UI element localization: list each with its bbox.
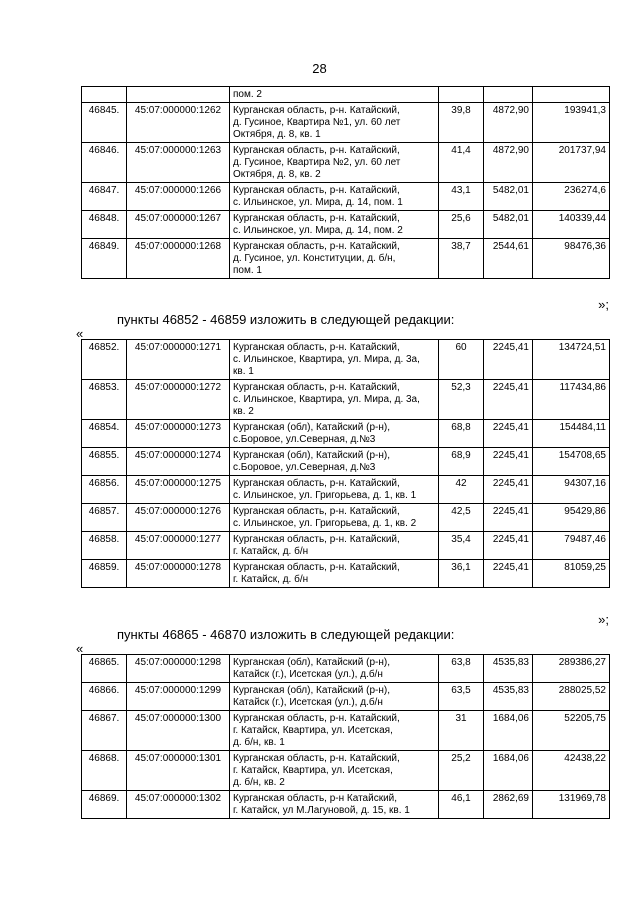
page-number: 28 <box>312 61 327 76</box>
amendment-heading-1: пункты 46852 - 46859 изложить в следующей редакции: <box>117 312 455 327</box>
total-value-cell: 131969,78 <box>533 791 610 819</box>
unit-value-cell: 2245,41 <box>484 504 533 532</box>
total-value-cell: 236274,6 <box>533 183 610 211</box>
address-cell <box>230 183 439 211</box>
area-cell: 41,4 <box>439 143 484 183</box>
cadastral-number-cell: 45:07:000000:1298 <box>127 655 230 683</box>
cadastral-number-cell: 45:07:000000:1302 <box>127 791 230 819</box>
address-cell <box>230 87 439 103</box>
total-value-cell: 154484,11 <box>533 420 610 448</box>
address-line: Курганская область, р-н. Катайский, <box>233 713 400 724</box>
address-cell <box>230 504 439 532</box>
address-line: Курганская область, р-н. Катайский, <box>233 562 400 573</box>
unit-value-cell: 4535,83 <box>484 655 533 683</box>
address-line: г. Катайск, д. б/н <box>233 574 309 585</box>
property-table-2 <box>81 339 610 588</box>
total-value-cell: 52205,75 <box>533 711 610 751</box>
row-number-cell: 46845. <box>82 103 127 143</box>
closing-quote-1: »; <box>598 297 609 312</box>
cadastral-number-cell <box>127 87 230 103</box>
address-line: г. Катайск, Квартира, ул. Исетская, <box>233 725 393 736</box>
address-line: Катайск (г.), Исетская (ул.), д.б/н <box>233 697 383 708</box>
address-line: Курганская область, р-н. Катайский, <box>233 213 400 224</box>
unit-value-cell: 5482,01 <box>484 183 533 211</box>
opening-quote-1: « <box>76 326 84 341</box>
table-row <box>82 103 610 143</box>
cadastral-number-cell: 45:07:000000:1262 <box>127 103 230 143</box>
address-line: г. Катайск, ул М.Лагуновой, д. 15, кв. 1 <box>233 805 410 816</box>
address-line: Курганская область, р-н. Катайский, <box>233 342 400 353</box>
address-line: с. Ильинское, ул. Мира, д. 14, пом. 1 <box>233 197 403 208</box>
total-value-cell: 201737,94 <box>533 143 610 183</box>
address-line: г. Катайск, Квартира, ул. Исетская, <box>233 765 393 776</box>
total-value-cell: 98476,36 <box>533 239 610 279</box>
address-line: с. Ильинское, ул. Григорьева, д. 1, кв. 2 <box>233 518 417 529</box>
address-line: Курганская (обл), Катайский (р-н), <box>233 422 390 433</box>
area-cell: 43,1 <box>439 183 484 211</box>
address-line: Октября, д. 8, кв. 1 <box>233 129 321 140</box>
address-line: Курганская область, р-н. Катайский, <box>233 506 400 517</box>
total-value-cell: 81059,25 <box>533 560 610 588</box>
total-value-cell: 140339,44 <box>533 211 610 239</box>
unit-value-cell: 2245,41 <box>484 420 533 448</box>
area-cell: 68,8 <box>439 420 484 448</box>
table-row <box>82 183 610 211</box>
row-number-cell: 46846. <box>82 143 127 183</box>
area-cell: 63,5 <box>439 683 484 711</box>
total-value-cell: 79487,46 <box>533 532 610 560</box>
table-row <box>82 791 610 819</box>
table-row <box>82 683 610 711</box>
cadastral-number-cell: 45:07:000000:1301 <box>127 751 230 791</box>
table-row <box>82 560 610 588</box>
row-number-cell: 46854. <box>82 420 127 448</box>
row-number-cell <box>82 87 127 103</box>
opening-quote-2: « <box>76 641 84 656</box>
cadastral-number-cell: 45:07:000000:1272 <box>127 380 230 420</box>
address-cell <box>230 143 439 183</box>
unit-value-cell: 4535,83 <box>484 683 533 711</box>
address-cell <box>230 448 439 476</box>
area-cell: 31 <box>439 711 484 751</box>
area-cell: 25,6 <box>439 211 484 239</box>
address-cell <box>230 380 439 420</box>
area-cell: 25,2 <box>439 751 484 791</box>
unit-value-cell: 2544,61 <box>484 239 533 279</box>
unit-value-cell: 4872,90 <box>484 103 533 143</box>
row-number-cell: 46849. <box>82 239 127 279</box>
total-value-cell: 42438,22 <box>533 751 610 791</box>
unit-value-cell: 2245,41 <box>484 448 533 476</box>
table-row <box>82 340 610 380</box>
closing-quote-2: »; <box>598 612 609 627</box>
area-cell: 38,7 <box>439 239 484 279</box>
table-row <box>82 504 610 532</box>
property-table-1 <box>81 86 610 279</box>
row-number-cell: 46859. <box>82 560 127 588</box>
table-row <box>82 211 610 239</box>
total-value-cell: 193941,3 <box>533 103 610 143</box>
address-line: Октября, д. 8, кв. 2 <box>233 169 321 180</box>
row-number-cell: 46866. <box>82 683 127 711</box>
address-line: с. Ильинское, Квартира, ул. Мира, д. 3а, <box>233 354 420 365</box>
total-value-cell: 154708,65 <box>533 448 610 476</box>
address-cell <box>230 103 439 143</box>
table-row <box>82 655 610 683</box>
address-cell <box>230 791 439 819</box>
cadastral-number-cell: 45:07:000000:1299 <box>127 683 230 711</box>
area-cell: 42 <box>439 476 484 504</box>
unit-value-cell: 5482,01 <box>484 211 533 239</box>
address-line: Курганская область, р-н Катайский, <box>233 793 398 804</box>
row-number-cell: 46857. <box>82 504 127 532</box>
row-number-cell: 46869. <box>82 791 127 819</box>
unit-value-cell: 2245,41 <box>484 560 533 588</box>
total-value-cell: 94307,16 <box>533 476 610 504</box>
amendment-heading-2: пункты 46865 - 46870 изложить в следующей редакции: <box>117 627 455 642</box>
unit-value-cell: 2862,69 <box>484 791 533 819</box>
address-line: г. Катайск, д. б/н <box>233 546 309 557</box>
address-line: Курганская (обл), Катайский (р-н), <box>233 685 390 696</box>
address-cell <box>230 655 439 683</box>
area-cell: 36,1 <box>439 560 484 588</box>
row-number-cell: 46852. <box>82 340 127 380</box>
address-line: Курганская область, р-н. Катайский, <box>233 185 400 196</box>
total-value-cell: 288025,52 <box>533 683 610 711</box>
area-cell: 39,8 <box>439 103 484 143</box>
address-line: пом. 1 <box>233 265 262 276</box>
address-line: Курганская область, р-н. Катайский, <box>233 105 400 116</box>
address-cell <box>230 476 439 504</box>
address-line: кв. 1 <box>233 366 254 377</box>
unit-value-cell: 2245,41 <box>484 380 533 420</box>
address-line: с.Боровое, ул.Северная, д.№3 <box>233 434 376 445</box>
cadastral-number-cell: 45:07:000000:1277 <box>127 532 230 560</box>
area-cell: 68,9 <box>439 448 484 476</box>
cadastral-number-cell: 45:07:000000:1271 <box>127 340 230 380</box>
row-number-cell: 46868. <box>82 751 127 791</box>
address-line: д. б/н, кв. 1 <box>233 737 285 748</box>
address-line: с. Ильинское, ул. Мира, д. 14, пом. 2 <box>233 225 403 236</box>
address-cell <box>230 211 439 239</box>
area-cell: 60 <box>439 340 484 380</box>
address-line: кв. 2 <box>233 406 254 417</box>
cadastral-number-cell: 45:07:000000:1273 <box>127 420 230 448</box>
table-row <box>82 751 610 791</box>
address-line: д. Гусиное, ул. Конституции, д. б/н, <box>233 253 396 264</box>
area-cell: 52,3 <box>439 380 484 420</box>
unit-value-cell: 4872,90 <box>484 143 533 183</box>
unit-value-cell: 1684,06 <box>484 711 533 751</box>
total-value-cell: 95429,86 <box>533 504 610 532</box>
unit-value-cell: 2245,41 <box>484 476 533 504</box>
table-row <box>82 476 610 504</box>
address-line: д. Гусиное, Квартира №1, ул. 60 лет <box>233 117 401 128</box>
address-line: Курганская область, р-н. Катайский, <box>233 534 400 545</box>
property-table-3 <box>81 654 610 819</box>
address-line: Курганская область, р-н. Катайский, <box>233 753 400 764</box>
total-value-cell: 117434,86 <box>533 380 610 420</box>
row-number-cell: 46853. <box>82 380 127 420</box>
cadastral-number-cell: 45:07:000000:1263 <box>127 143 230 183</box>
row-number-cell: 46867. <box>82 711 127 751</box>
table-row <box>82 380 610 420</box>
total-value-cell: 134724,51 <box>533 340 610 380</box>
address-cell <box>230 532 439 560</box>
unit-value-cell <box>484 87 533 103</box>
address-line: Курганская (обл), Катайский (р-н), <box>233 657 390 668</box>
table-row <box>82 143 610 183</box>
row-number-cell: 46856. <box>82 476 127 504</box>
area-cell: 46,1 <box>439 791 484 819</box>
row-number-cell: 46865. <box>82 655 127 683</box>
address-cell <box>230 751 439 791</box>
address-cell <box>230 340 439 380</box>
address-line: Курганская область, р-н. Катайский, <box>233 382 400 393</box>
unit-value-cell: 2245,41 <box>484 532 533 560</box>
area-cell: 42,5 <box>439 504 484 532</box>
address-line: Курганская область, р-н. Катайский, <box>233 241 400 252</box>
cadastral-number-cell: 45:07:000000:1267 <box>127 211 230 239</box>
address-cell <box>230 683 439 711</box>
table-row <box>82 420 610 448</box>
row-number-cell: 46858. <box>82 532 127 560</box>
unit-value-cell: 2245,41 <box>484 340 533 380</box>
area-cell: 63,8 <box>439 655 484 683</box>
address-cell <box>230 239 439 279</box>
cadastral-number-cell: 45:07:000000:1300 <box>127 711 230 751</box>
table-row <box>82 87 610 103</box>
address-line: Курганская (обл), Катайский (р-н), <box>233 450 390 461</box>
address-cell <box>230 420 439 448</box>
address-line: с. Ильинское, Квартира, ул. Мира, д. 3а, <box>233 394 420 405</box>
total-value-cell <box>533 87 610 103</box>
row-number-cell: 46848. <box>82 211 127 239</box>
address-line: д. б/н, кв. 2 <box>233 777 285 788</box>
address-line: Курганская область, р-н. Катайский, <box>233 478 400 489</box>
area-cell <box>439 87 484 103</box>
table-row <box>82 532 610 560</box>
cadastral-number-cell: 45:07:000000:1274 <box>127 448 230 476</box>
address-line: с.Боровое, ул.Северная, д.№3 <box>233 462 376 473</box>
table-row <box>82 448 610 476</box>
cadastral-number-cell: 45:07:000000:1275 <box>127 476 230 504</box>
address-cell <box>230 560 439 588</box>
area-cell: 35,4 <box>439 532 484 560</box>
address-line: д. Гусиное, Квартира №2, ул. 60 лет <box>233 157 401 168</box>
address-cell <box>230 711 439 751</box>
cadastral-number-cell: 45:07:000000:1278 <box>127 560 230 588</box>
cadastral-number-cell: 45:07:000000:1268 <box>127 239 230 279</box>
address-line: с. Ильинское, ул. Григорьева, д. 1, кв. 1 <box>233 490 417 501</box>
address-line: Курганская область, р-н. Катайский, <box>233 145 400 156</box>
address-line: Катайск (г.), Исетская (ул.), д.б/н <box>233 669 383 680</box>
address-line: пом. 2 <box>233 89 262 100</box>
total-value-cell: 289386,27 <box>533 655 610 683</box>
table-row <box>82 711 610 751</box>
row-number-cell: 46847. <box>82 183 127 211</box>
cadastral-number-cell: 45:07:000000:1266 <box>127 183 230 211</box>
unit-value-cell: 1684,06 <box>484 751 533 791</box>
row-number-cell: 46855. <box>82 448 127 476</box>
table-row <box>82 239 610 279</box>
cadastral-number-cell: 45:07:000000:1276 <box>127 504 230 532</box>
